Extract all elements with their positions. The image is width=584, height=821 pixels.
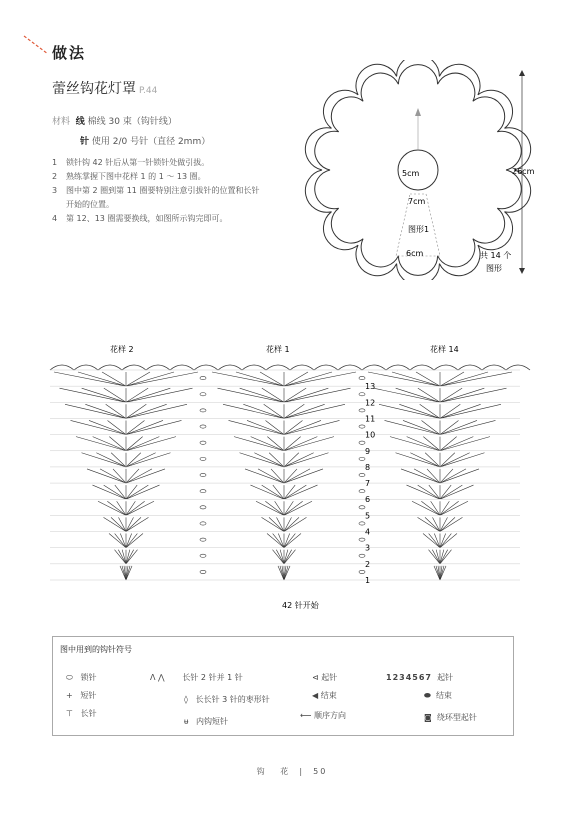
legend-dc3puff: ◊ 长长针 3 针的枣形针 [184,695,270,704]
inner-diameter-label: 5cm [402,169,420,178]
height-label: 7cm [408,197,426,206]
legend-single: + 短针 [66,691,97,700]
hook-label: 针 [80,137,90,147]
row-number: 12 [365,398,376,408]
legend-double: ⊤ 长针 [66,709,97,718]
legend-start: ⊲ 起针 [312,673,338,682]
motif-fans [54,372,512,580]
step-item: 1 锁针钩 42 针后从第一针锁针处做引拔。 [52,158,210,167]
row-number: 2 [365,559,371,569]
row-numbers [365,382,375,585]
motif-label: 花样 2 [110,345,134,354]
footer: 钩 花 | 50 [256,767,328,776]
legend-digits: 1234567 起针 [386,673,454,682]
row-number: 3 [365,543,371,553]
legend-end: ◀ 结束 [312,691,337,700]
row-number: 11 [365,414,376,424]
crochet-chart [40,340,540,620]
materials-yarn [52,114,177,127]
inner-hook-icon: ᵾ [184,717,189,726]
legend-direction: ⟵ 顺序方向 [300,711,347,720]
motif-label: 花样 1 [266,345,290,354]
row-number: 9 [365,446,371,456]
row-number: 10 [365,430,376,440]
hook-value: 使用 2/0 号针（直径 2mm） [91,137,211,147]
outer-size-label: 26cm [512,167,535,176]
motif-label: 花样 14 [430,345,459,354]
row-number: 8 [365,462,371,472]
start-label: 42 针开始 [282,601,319,610]
step-item: 3 图中第 2 圈到第 11 圈要特别注意引拔针的位置和长针 [52,186,260,195]
scallop-edge [50,365,530,370]
pattern-label: 图形1 [408,225,430,234]
legend-title: 图中用到的钩针符号 [60,645,132,654]
step-item: 4 第 12、13 圈需要换线，如图所示钩完即可。 [52,214,228,223]
bottom-label: 6cm [406,249,424,258]
legend-chain: ⬭ 锁针 [66,673,97,682]
project-title [52,78,157,98]
chain-icon: ⬭ [66,673,73,682]
dc2tog-icon: Λ ⋀ [150,673,165,682]
yarn-label: 线 [75,117,85,127]
row-number: 4 [365,527,371,537]
magic-ring-icon: ◙ [424,713,432,722]
start-arrow-icon: ⊲ [312,673,319,682]
count-label-2: 图形 [486,264,502,273]
end-arrow-icon: ◀ [312,691,319,700]
page-ref: P.44 [139,86,158,96]
row-number: 7 [365,479,371,489]
row-number: 6 [365,495,371,505]
legend-dc2tog: Λ ⋀ 长针 2 针并 1 针 [150,673,243,682]
row-number: 13 [365,382,376,392]
lampshade-diagram [300,60,540,280]
direction-arrow-icon: ⟵ [300,711,312,720]
materials-hook [80,134,210,147]
row-number: 1 [365,576,371,585]
section-title: 做法 [52,44,87,62]
end-dot-icon: ⬬ [424,691,431,700]
legend-ring: ◙ 绕环型起针 [424,713,477,722]
step-item-cont: 开始的位置。 [66,200,114,209]
puff-stitch-icon: ◊ [184,695,188,704]
materials-label: 材料 [52,117,71,127]
header-accent-icon [22,34,52,58]
project-name: 蕾丝钩花灯罩 [52,81,136,97]
legend-inner-hook: ᵾ 内钩短针 [184,717,229,726]
single-crochet-icon: + [66,691,73,700]
double-crochet-icon: ⊤ [66,709,73,718]
legend-end2: ⬬ 结束 [424,691,452,700]
count-label: 共 14 个 [480,251,512,260]
steps-list [52,156,259,226]
row-number: 5 [365,511,371,521]
yarn-value: 棉线 30 束（钩针线） [87,117,177,127]
step-item: 2 熟练掌握下图中花样 1 的 1 ～ 13 圈。 [52,172,206,181]
